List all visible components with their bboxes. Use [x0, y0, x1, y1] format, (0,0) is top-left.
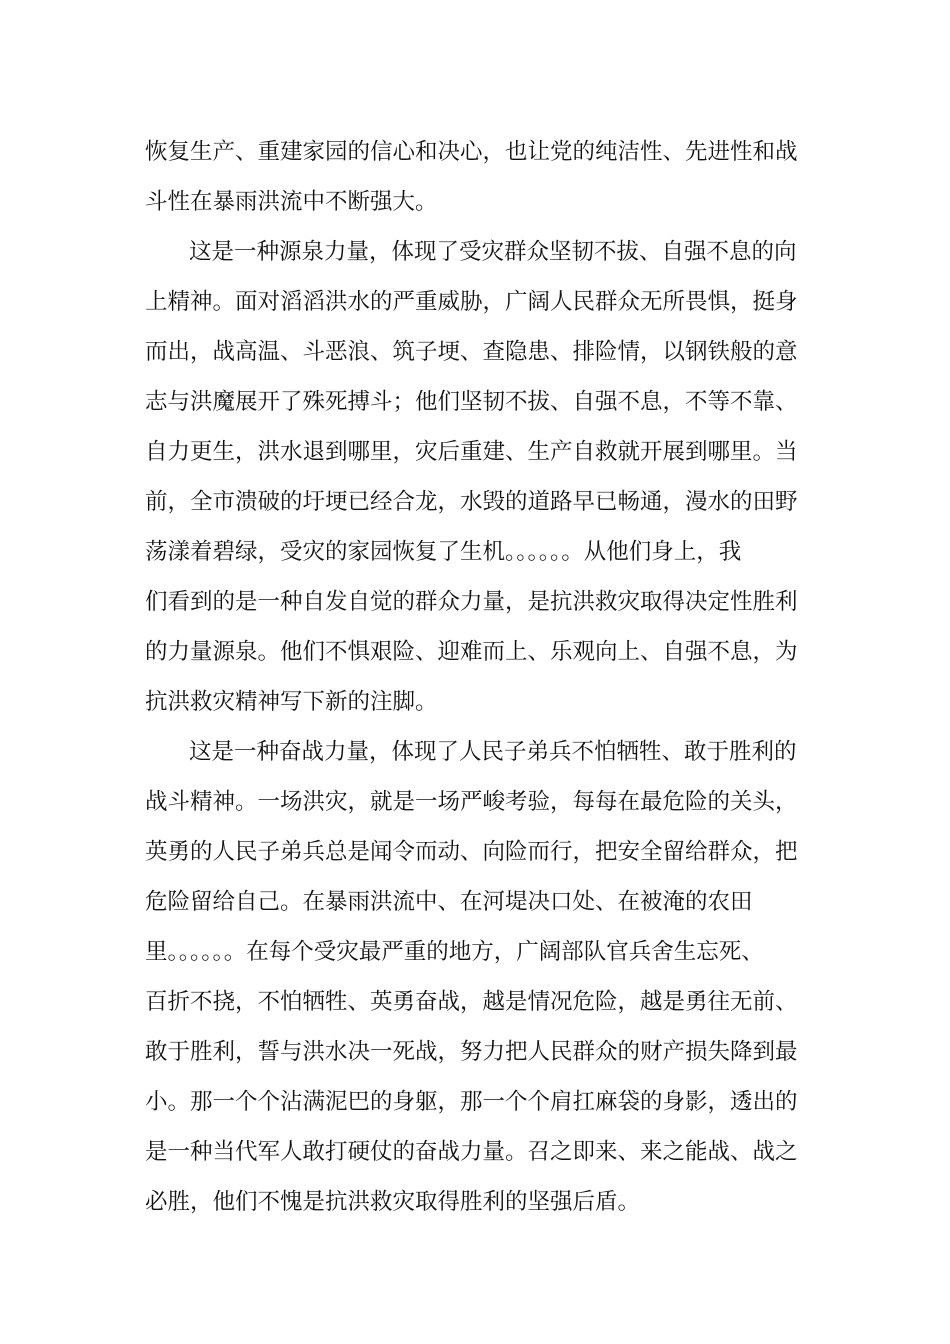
text-line: 小。那一个个沾满泥巴的身躯，那一个个肩扛麻袋的身影，透出的	[145, 1089, 798, 1115]
text-line: 而出，战高温、斗恶浪、筑子埂、查隐患、排险情，以钢铁般的意	[145, 339, 798, 365]
text-line: 抗洪救灾精神写下新的注脚。	[145, 689, 438, 715]
text-line: 恢复生产、重建家园的信心和决心，也让党的纯洁性、先进性和战	[145, 139, 798, 165]
text-line: 上精神。面对滔滔洪水的严重威胁，广阔人民群众无所畏惧，挺身	[145, 289, 798, 315]
text-line: 的力量源泉。他们不惧艰险、迎难而上、乐观向上、自强不息，为	[145, 639, 798, 665]
text-line: 志与洪魔展开了殊死搏斗；他们坚韧不拔、自强不息，不等不靠、	[145, 389, 798, 415]
text-line: 百折不挠，不怕牺牲、英勇奋战，越是情况危险，越是勇往无前、	[145, 989, 798, 1015]
paragraph-2	[145, 227, 845, 727]
document-body	[145, 127, 845, 1227]
text-line: 们看到的是一种自发自觉的群众力量，是抗洪救灾取得决定性胜利	[145, 589, 798, 615]
paragraph-1	[145, 127, 845, 227]
text-line: 敢于胜利，誓与洪水决一死战，努力把人民群众的财产损失降到最	[145, 1039, 798, 1065]
text-line: 这是一种源泉力量，体现了受灾群众坚韧不拔、自强不息的向	[189, 239, 797, 265]
text-line: 斗性在暴雨洪流中不断强大。	[145, 189, 438, 215]
text-line: 危险留给自己。在暴雨洪流中、在河堤决口处、在被淹的农田	[145, 889, 753, 915]
text-line: 荡漾着碧绿，受灾的家园恢复了生机。。。。。。从他们身上，我	[145, 539, 742, 565]
text-line: 前，全市溃破的圩埂已经合龙，水毁的道路早已畅通，漫水的田野	[145, 489, 798, 515]
text-line: 是一种当代军人敢打硬仗的奋战力量。召之即来、来之能战、战之	[145, 1139, 798, 1165]
text-line: 必胜，他们不愧是抗洪救灾取得胜利的坚强后盾。	[145, 1189, 641, 1215]
text-line: 这是一种奋战力量，体现了人民子弟兵不怕牺牲、敢于胜利的	[189, 739, 797, 765]
text-line: 战斗精神。一场洪灾，就是一场严峻考验，每每在最危险的关头，	[145, 789, 798, 815]
text-line: 自力更生，洪水退到哪里，灾后重建、生产自救就开展到哪里。当	[145, 439, 798, 465]
text-line: 英勇的人民子弟兵总是闻令而动、向险而行，把安全留给群众，把	[145, 839, 798, 865]
paragraph-3	[145, 727, 845, 1227]
text-line: 里。。。。。。在每个受灾最严重的地方，广阔部队官兵舍生忘死、	[145, 939, 764, 965]
